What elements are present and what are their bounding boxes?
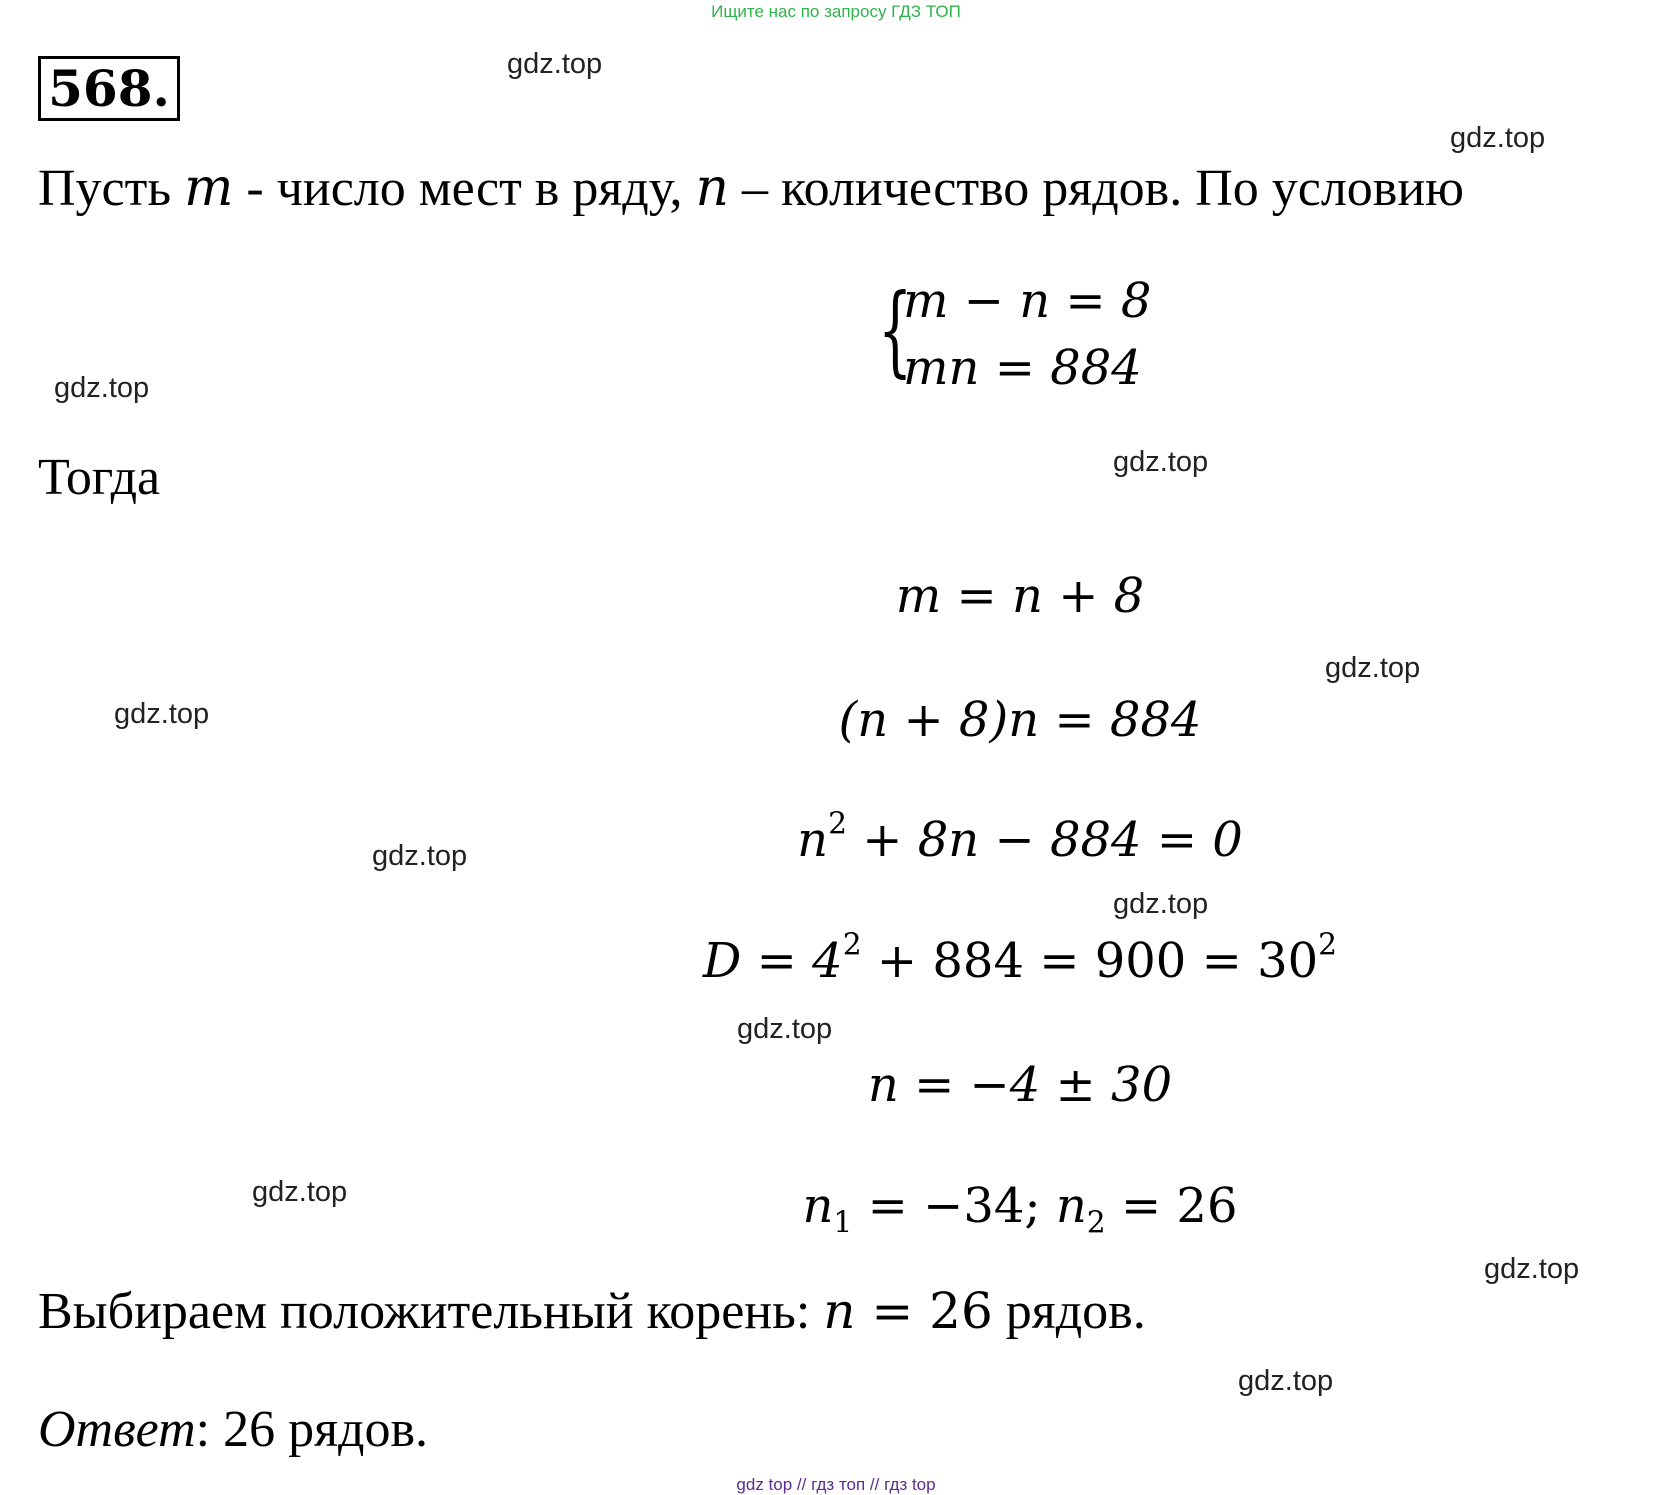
var-n: n bbox=[695, 158, 730, 218]
step-5 bbox=[0, 1057, 1672, 1113]
choose-sentence bbox=[38, 1282, 1146, 1341]
eq-text: m = n + 8 bbox=[895, 568, 1145, 624]
watermark: gdz.top bbox=[507, 48, 603, 80]
eq-text: mn = 884 bbox=[903, 340, 1142, 396]
watermark: gdz.top bbox=[1484, 1253, 1580, 1285]
var-m: m bbox=[184, 158, 234, 218]
intro-part: – количество рядов. По условию bbox=[729, 160, 1465, 217]
eq-subscript: 1 bbox=[833, 1205, 853, 1241]
answer-text: : 26 рядов. bbox=[195, 1401, 428, 1458]
intro-part: - число мест в ряду, bbox=[233, 160, 696, 217]
watermark: gdz.top bbox=[1325, 652, 1421, 684]
eq-text: = 26 bbox=[1105, 1178, 1238, 1234]
system-eq1 bbox=[903, 273, 1151, 329]
watermark: gdz.top bbox=[54, 372, 150, 404]
watermark: gdz.top bbox=[1113, 446, 1209, 478]
eq-exponent: 2 bbox=[828, 806, 848, 842]
eq-text: + 8n − 884 = 0 bbox=[847, 812, 1243, 868]
eq-var: n bbox=[1055, 1178, 1087, 1234]
step-2 bbox=[0, 692, 1672, 748]
watermark: gdz.top bbox=[1450, 122, 1546, 154]
system-eq2 bbox=[903, 340, 1142, 396]
problem-number: 568. bbox=[38, 56, 180, 121]
watermark: gdz.top bbox=[114, 698, 210, 730]
eq-var: n bbox=[802, 1178, 834, 1234]
watermark: gdz.top bbox=[737, 1013, 833, 1045]
eq-text: + 884 = 900 = 30 bbox=[861, 933, 1319, 989]
step-1 bbox=[0, 568, 1672, 624]
then-label: Тогда bbox=[38, 449, 161, 506]
eq-exponent: 2 bbox=[842, 927, 862, 963]
eq-text: = −34; bbox=[852, 1178, 1056, 1234]
watermark: gdz.top bbox=[1238, 1365, 1334, 1397]
eq-exponent: 2 bbox=[1318, 927, 1338, 963]
step-3 bbox=[0, 806, 1672, 868]
eq-text: = 26 bbox=[855, 1282, 993, 1340]
system-brace: { bbox=[878, 274, 913, 388]
eq-text: m − n = 8 bbox=[903, 273, 1152, 329]
answer-label: Ответ bbox=[38, 1401, 196, 1458]
watermark: gdz.top bbox=[252, 1176, 348, 1208]
var-n: n bbox=[823, 1282, 856, 1340]
choose-units: рядов. bbox=[992, 1283, 1146, 1340]
eq-text: n = −4 ± 30 bbox=[867, 1057, 1173, 1113]
choose-text: Выбираем положительный корень: bbox=[38, 1283, 824, 1340]
intro-part: Пусть bbox=[38, 160, 185, 217]
step-6 bbox=[0, 1178, 1672, 1241]
eq-subscript: 2 bbox=[1086, 1205, 1106, 1241]
footer-text: gdz top // гдз топ // гдз top bbox=[736, 1475, 936, 1494]
intro-sentence bbox=[38, 158, 1464, 218]
eq-var: n bbox=[797, 812, 829, 868]
top-banner: Ищите нас по запросу ГДЗ ТОП bbox=[711, 2, 961, 21]
watermark: gdz.top bbox=[372, 840, 468, 872]
step-4 bbox=[0, 927, 1672, 989]
eq-text: D = 4 bbox=[702, 933, 843, 989]
eq-text: (n + 8)n = 884 bbox=[838, 692, 1202, 748]
watermark: gdz.top bbox=[1113, 888, 1209, 920]
answer-line bbox=[38, 1400, 428, 1459]
